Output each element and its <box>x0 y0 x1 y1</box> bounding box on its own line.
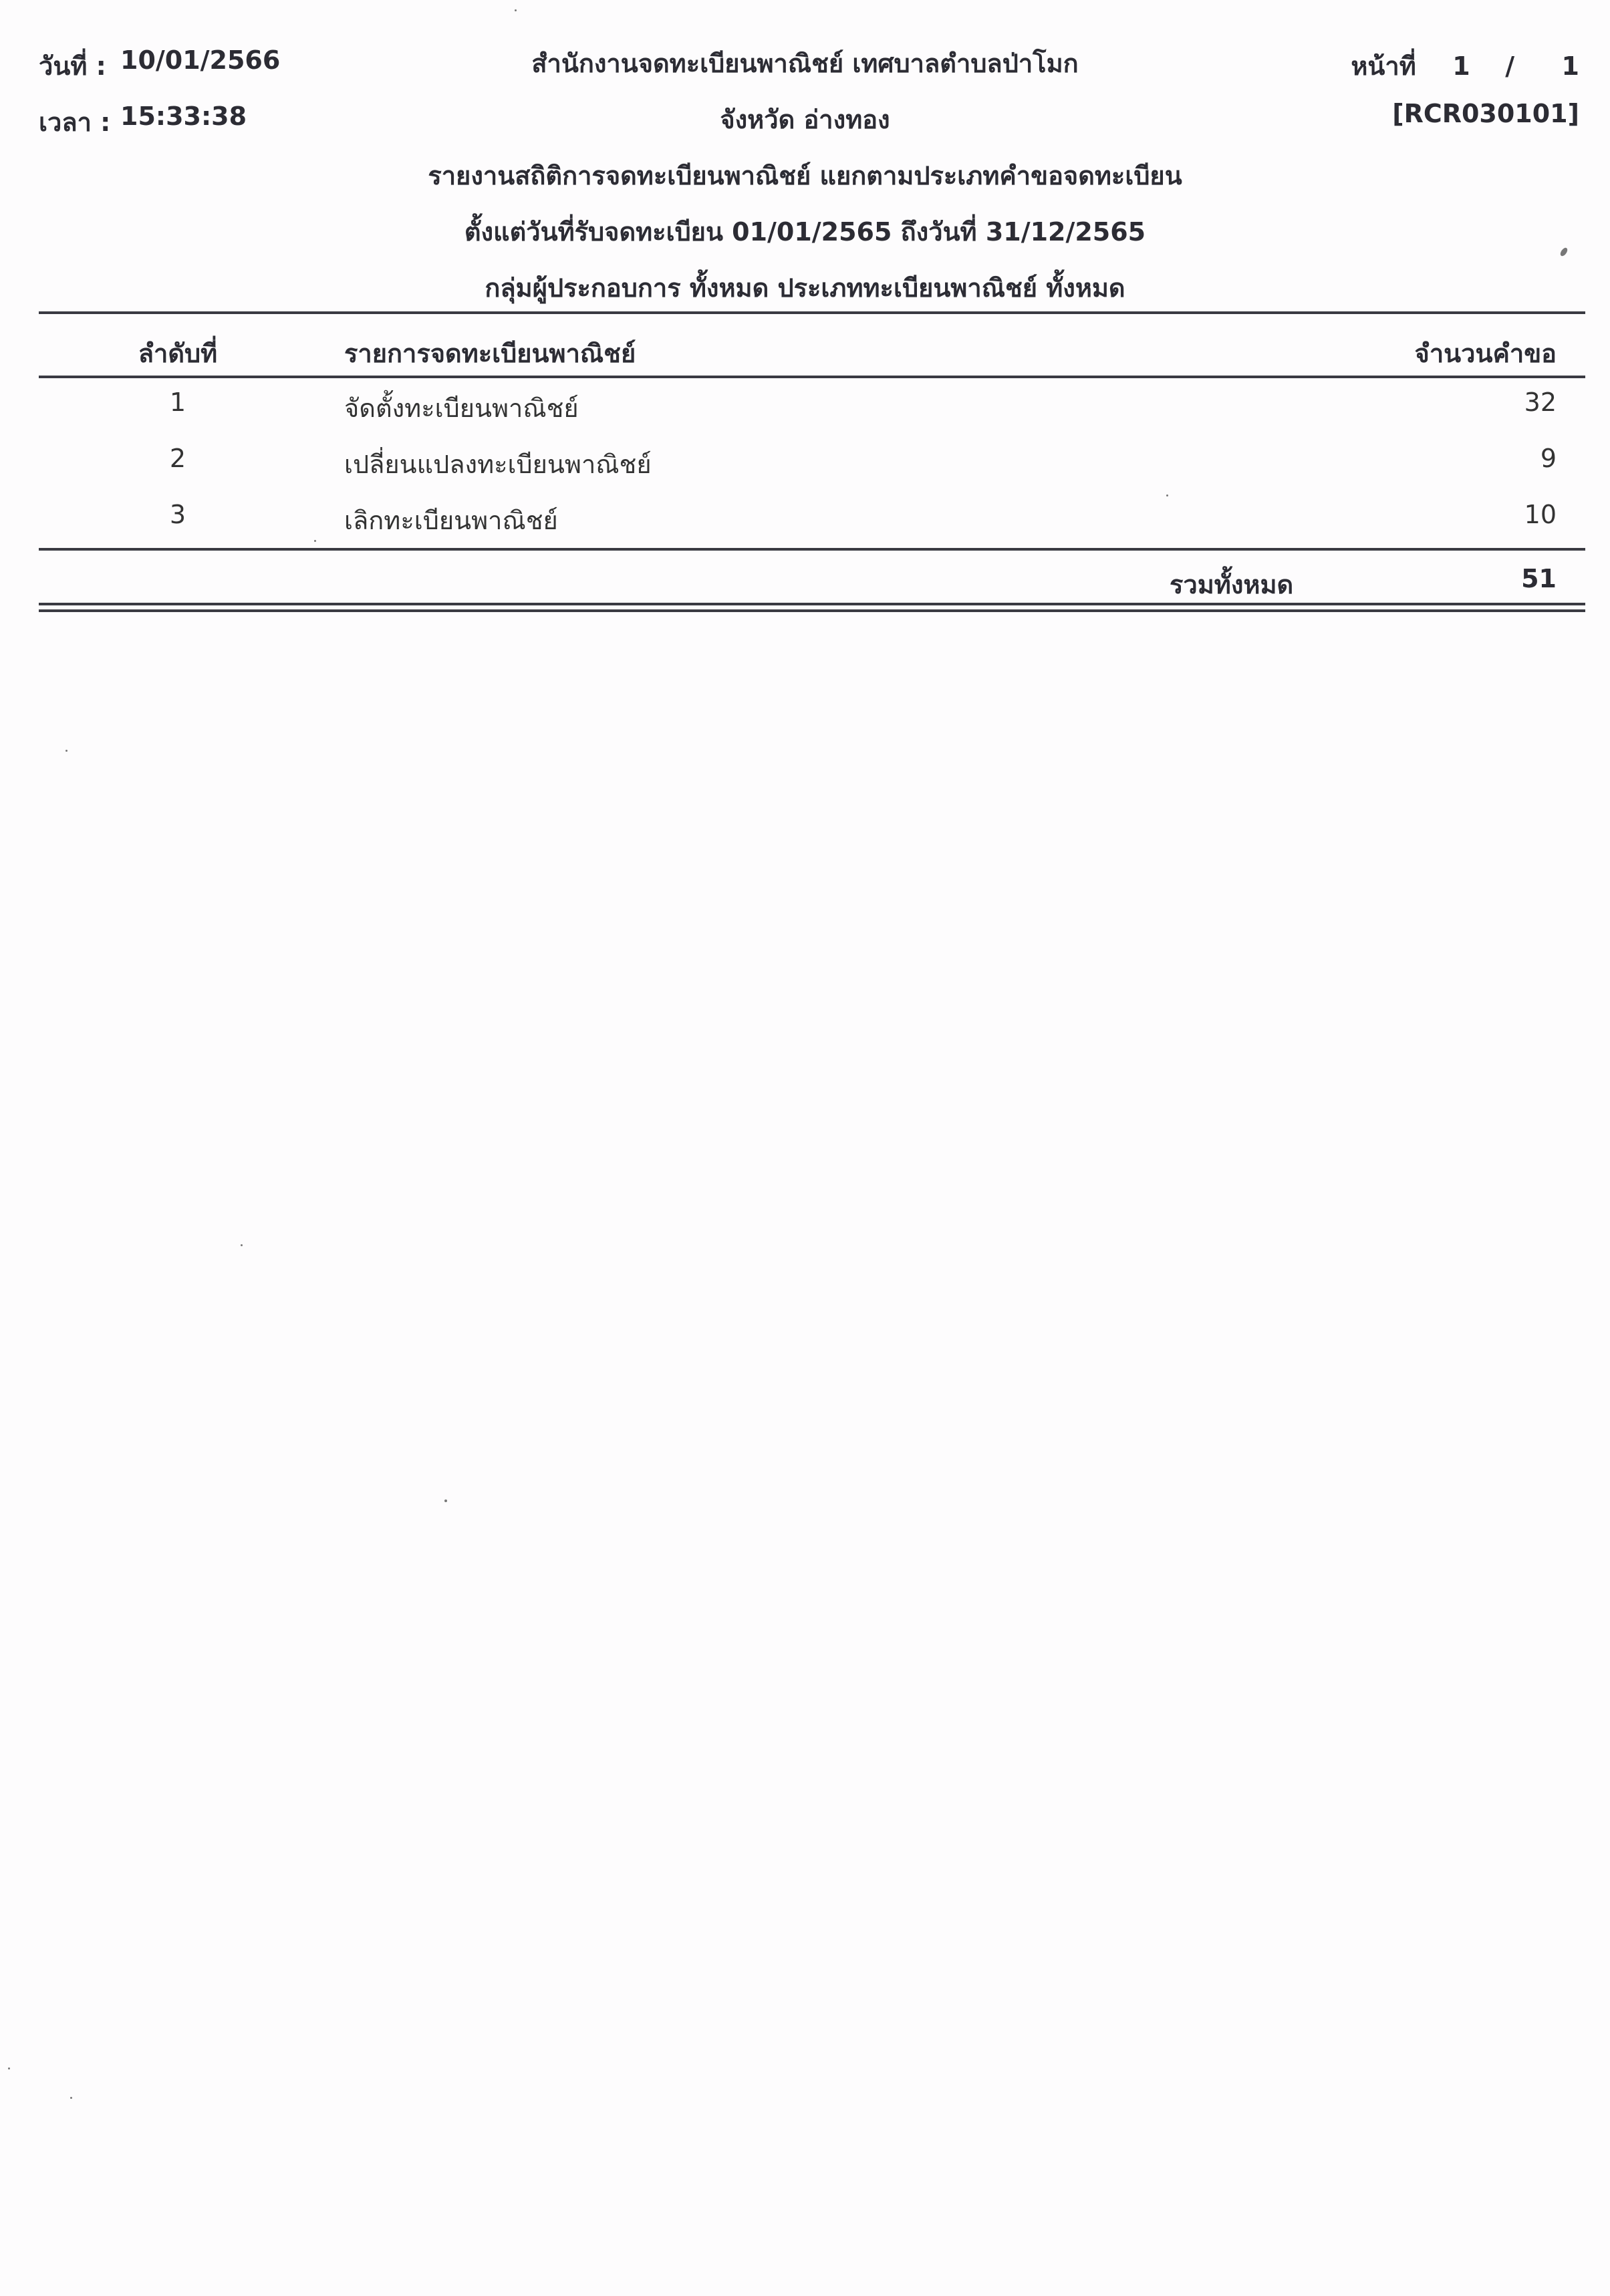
scan-speck <box>515 9 517 11</box>
time-label: เวลา : <box>39 108 111 137</box>
time-value: 15:33:38 <box>120 102 247 131</box>
page-current: 1 <box>1452 51 1470 81</box>
report-title: รายงานสถิติการจดทะเบียนพาณิชย์ แยกตามประเภทคำขอจดทะเบียน <box>428 161 1182 190</box>
total-bottom-rule-1 <box>39 603 1585 605</box>
column-header-count: จำนวนคำขอ <box>1414 339 1557 368</box>
row-index: 2 <box>169 444 186 473</box>
scan-speck <box>444 1499 447 1502</box>
page-total: 1 <box>1561 51 1579 81</box>
row-count: 9 <box>1540 444 1557 473</box>
column-header-description: รายการจดทะเบียนพาณิชย์ <box>344 339 636 368</box>
report-filter: กลุ่มผู้ประกอบการ ทั้งหมด ประเภททะเบียนพาณิชย์ ทั้งหมด <box>485 273 1125 303</box>
total-label: รวมทั้งหมด <box>1170 570 1294 599</box>
scan-speck <box>65 750 68 752</box>
scan-speck <box>241 1244 243 1246</box>
scan-speck <box>70 2097 72 2099</box>
page-indicator <box>1351 45 1579 86</box>
table-row <box>0 500 1610 540</box>
province: จังหวัด อ่างทอง <box>720 105 890 134</box>
table-top-rule <box>39 311 1585 314</box>
office-name: สำนักงานจดทะเบียนพาณิชย์ เทศบาลตำบลป่าโมก <box>531 49 1079 78</box>
scan-speck <box>8 2067 10 2069</box>
table-row <box>0 444 1610 484</box>
scan-speck <box>1166 494 1168 496</box>
total-value: 51 <box>1521 564 1557 593</box>
report-date-range: ตั้งแต่วันที่รับจดทะเบียน 01/01/2565 ถึงวันที่ 31/12/2565 <box>464 217 1146 247</box>
row-description: เลิกทะเบียนพาณิชย์ <box>344 506 558 535</box>
column-header-index: ลำดับที่ <box>138 339 218 368</box>
date-value: 10/01/2566 <box>120 45 281 75</box>
row-index: 1 <box>169 388 186 417</box>
row-count: 32 <box>1524 388 1557 417</box>
row-count: 10 <box>1524 500 1557 529</box>
date-label: วันที่ : <box>39 51 106 81</box>
header-bottom-rule <box>39 376 1585 378</box>
page-separator: / <box>1505 51 1515 81</box>
total-top-rule <box>39 548 1585 551</box>
row-index: 3 <box>169 500 186 529</box>
total-bottom-rule-2 <box>39 609 1585 612</box>
row-description: เปลี่ยนแปลงทะเบียนพาณิชย์ <box>344 450 652 479</box>
row-description: จัดตั้งทะเบียนพาณิชย์ <box>344 394 579 423</box>
page-label: หน้าที่ <box>1351 51 1416 81</box>
scan-speck <box>314 540 316 542</box>
report-code: [RCR030101] <box>1392 99 1579 128</box>
table-row <box>0 388 1610 428</box>
